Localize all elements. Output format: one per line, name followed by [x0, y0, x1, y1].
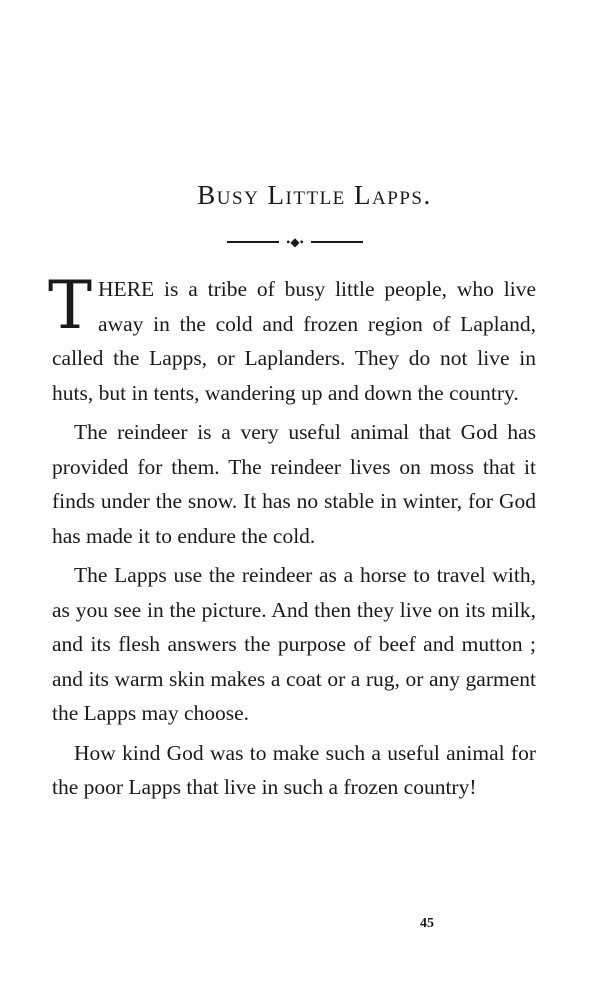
paragraph-4: How kind God was to make such a useful animal for the poor Lapps that live in such a frozen country! — [52, 740, 536, 799]
body-text — [48, 267, 536, 810]
page-number: 45 — [420, 916, 434, 931]
paragraph-2: The reindeer is a very useful animal that God has provided for them. The reindeer lives on moss that it finds under the snow. It has no stable in winter, for God has made it to endure the cold. — [52, 420, 536, 548]
drop-cap: T — [48, 267, 93, 344]
paragraph-3: The Lapps use the reindeer as a horse to travel with, as you see in the picture. And then they live on its milk, and its flesh answers the purpose of beef and mutton ; and its warm skin makes a coat or a rug, or any garment the Lapps may choose. — [52, 563, 536, 725]
ornament-dots: •◆• — [286, 235, 304, 249]
chapter-title — [0, 180, 613, 211]
title-ornament — [227, 234, 363, 250]
chapter-title-text: Busy Little Lapps. — [197, 180, 432, 210]
paragraph-1-text: HERE is a tribe of busy little people, who live away in the cold and frozen region of Lapland, called the Lapps, or Laplanders. They do not live in huts, but in tents, wandering up and down the country. — [52, 277, 536, 405]
ornament-rule-left — [227, 241, 279, 243]
ornament-rule-right — [311, 241, 363, 243]
paragraph-1 — [48, 267, 536, 410]
